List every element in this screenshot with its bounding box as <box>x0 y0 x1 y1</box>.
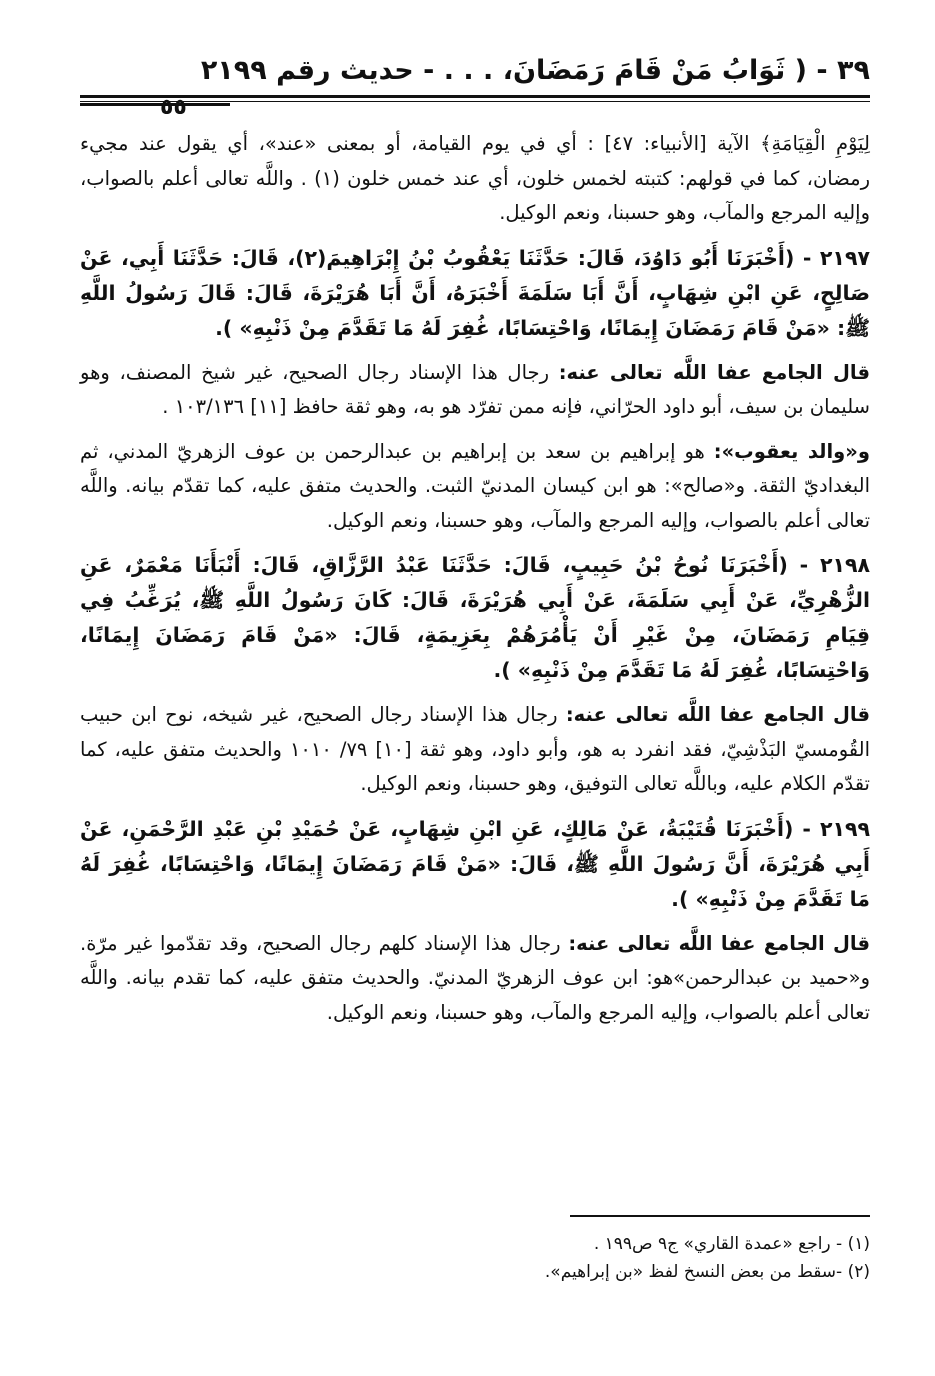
commentary-paragraph <box>80 698 870 802</box>
footnote-1: (١) - راجع «عمدة القاري» ج٩ ص١٩٩ . <box>593 1234 870 1254</box>
header-title: ٣٩ - ( ثَوَابُ مَنْ قَامَ رَمَضَانَ، . . . - حديث رقم ٢١٩٩ <box>200 55 870 86</box>
commentary-label: قال الجامع عفا اللَّه تعالى عنه: <box>558 360 870 384</box>
hadith-text: ٢١٩٨ - (أَخْبَرَنَا نُوحُ بْنُ حَبِيبٍ، قَالَ: حَدَّثَنَا عَبْدُ الرَّزَّاقِ، قَالَ: أَنْبَأَنَا مَعْمَرٌ، عَنِ الزُّهْرِيِّ، عَنْ أَبِي سَلَمَةَ، عَنْ أَبِي هُرَيْرَةَ، قَالَ: كَانَ رَسُولُ اللَّهِ ﷺ، يُرَغِّبُ فِي قِيَامِ رَمَضَانَ، مِنْ غَيْرِ أَنْ يَأْمُرَهُمْ بِعَزِيمَةٍ، قَالَ: «مَنْ قَامَ رَمَضَانَ إِيمَانًا، وَاحْتِسَابًا، غُفِرَ لَهُ مَا تَقَدَّمَ مِنْ ذَنْبِهِ» ). <box>80 553 870 682</box>
page-body <box>80 127 870 1040</box>
header-rule-accent <box>80 103 230 106</box>
hadith-text: ٢١٩٩ - (أَخْبَرَنَا قُتَيْبَةُ، عَنْ مَالِكٍ، عَنِ ابْنِ شِهَابٍ، عَنْ حُمَيْدِ بْنِ عَبْدِ الرَّحْمَنِ، عَنْ أَبِي هُرَيْرَةَ، أَنَّ رَسُولَ اللَّهِ ﷺ، قَالَ: «مَنْ قَامَ رَمَضَانَ إِيمَانًا، وَاحْتِسَابًا، غُفِرَ لَهُ مَا تَقَدَّمَ مِنْ ذَنْبِهِ» ). <box>80 816 870 911</box>
paragraph-text: هو إبراهيم بن سعد بن إبراهيم بن عبدالرحمن بن عوف الزهريّ المدني، ثم البغداديّ الثقة. و«صالح»: هو ابن كيسان المدنيّ الثبت. والحديث متفق عليه، كما تقدّم بيانه. واللَّه تعالى أعلم بالصواب، وإليه المرجع والمآب، وهو حسبنا، ونعم الوكيل. <box>80 439 870 532</box>
running-header <box>80 55 870 120</box>
commentary-paragraph <box>80 356 870 425</box>
commentary-paragraph <box>80 435 870 539</box>
header-rule-thin <box>80 101 870 102</box>
header-rule <box>80 95 870 98</box>
page-number: ٥٥ <box>160 95 187 120</box>
hadith-2198 <box>80 548 870 688</box>
commentary-label: قال الجامع عفا اللَّه تعالى عنه: <box>565 703 870 726</box>
footnote-separator <box>570 1215 870 1217</box>
footnotes <box>80 1230 870 1286</box>
commentary-paragraph <box>80 127 870 231</box>
commentary-paragraph <box>80 927 870 1031</box>
paragraph-text: رجال هذا الإسناد رجال الصحيح، غير شيخه، نوح ابن حبيب القُومسيّ البَذْشِيّ، فقد انفرد به هو، وأبو داود، وهو ثقة [١٠] ٧٩/ ١٠١٠ والحديث متفق عليه، كما تقدّم الكلام عليه، وباللَّه تعالى التوفيق، وهو حسبنا، ونعم الوكيل. <box>80 703 870 795</box>
hadith-2197 <box>80 241 870 346</box>
footnote-2: (٢) -سقط من بعض النسخ لفظ «بن إبراهيم». <box>544 1262 870 1282</box>
paragraph-text: رجال هذا الإسناد كلهم رجال الصحيح، وقد تقدّموا غير مرّة. و«حميد بن عبدالرحمن»هو: ابن عوف الزهريّ المدنيّ. والحديث متفق عليه، كما تقدم بيانه. واللَّه تعالى أعلم بالصواب، وإليه المرجع والمآب، وهو حسبنا، ونعم الوكيل. <box>80 931 870 1024</box>
hadith-2199 <box>80 812 870 917</box>
paragraph-text: لِيَوْمِ الْقِيَامَةِ﴾ الآية [الأنبياء: ٤٧] : أي في يوم القيامة، أو بمعنى «عند»، أي يقول عند مجيء رمضان، كما في قولهم: كتبته لخمس خلون، أي عند خمس خلون (١) . واللَّه تعالى أعلم بالصواب، وإليه المرجع والمآب، وهو حسبنا، ونعم الوكيل. <box>80 132 870 224</box>
hadith-text: ٢١٩٧ - (أَخْبَرَنَا أَبُو دَاوُدَ، قَالَ: حَدَّثَنَا يَعْقُوبُ بْنُ إِبْرَاهِيمَ(٢)، قَالَ: حَدَّثَنَا أَبِي، عَنْ صَالِحٍ، عَنِ ابْنِ شِهَابٍ، أَنَّ أَبَا سَلَمَةَ أَخْبَرَهُ، أَنَّ أَبَا هُرَيْرَةَ، قَالَ: قَالَ رَسُولُ اللَّهِ ﷺ: «مَنْ قَامَ رَمَضَانَ إِيمَانًا، وَاحْتِسَابًا، غُفِرَ لَهُ مَا تَقَدَّمَ مِنْ ذَنْبِهِ» ). <box>80 245 870 340</box>
commentary-label: و«والد يعقوب»: <box>713 439 870 463</box>
paragraph-text: رجال هذا الإسناد رجال الصحيح، غير شيخ المصنف، وهو سليمان بن سيف، أبو داود الحرّاني، فإنه ممن تفرّد هو به، وهو ثقة حافظ [١١] ١٠٣/١٣٦ . <box>80 360 870 418</box>
commentary-label: قال الجامع عفا اللَّه تعالى عنه: <box>568 931 870 955</box>
book-page <box>80 55 870 1355</box>
